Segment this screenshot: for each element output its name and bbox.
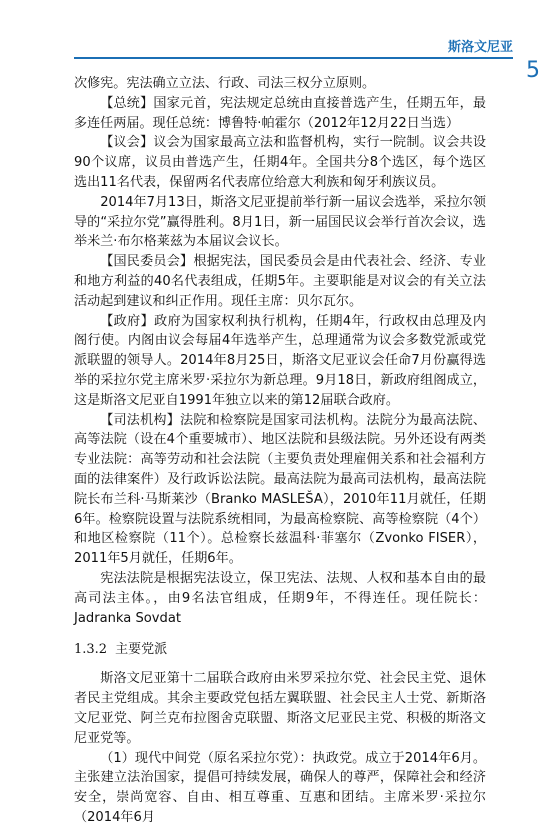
section-heading: [74, 640, 486, 660]
paragraph-election: 2014年7月13日，斯洛文尼亚提前举行新一届议会选举，采拉尔领导的“采拉尔党”赢得胜利。8月1日，新一届国民议会举行首次会议，选举米兰·布尔格莱兹为本届议会议长。: [74, 194, 486, 250]
paragraph-parties-overview: 斯洛文尼亚第十二届联合政府由米罗采拉尔党、社会民主党、退休者民主党组成。其余主要政党包括左翼联盟、社会民主人士党、新斯洛文尼亚党、阿兰克布拉图舍克联盟、斯洛文尼亚民主党、积极的斯洛文尼亚党等。: [74, 671, 486, 746]
paragraph-modern-centre-party: （1）现代中间党（原名采拉尔党）：执政党。成立于2014年6月。主张建立法治国家，提倡可持续发展，确保人的尊严，保障社会和经济安全，崇尚宽容、自由、相互尊重、互惠和团结。主席米罗·采拉尔（2014年6月: [74, 750, 486, 825]
body-text: [74, 74, 486, 828]
running-header-title: 斯洛文尼亚: [447, 40, 513, 55]
paragraph-national-council: 【国民委员会】根据宪法，国民委员会是由代表社会、经济、专业和地方利益的40名代表组成，任期5年。主要职能是对议会的有关立法活动起到建议和纠正作用。现任主席：贝尔瓦尔。: [74, 254, 486, 309]
paragraph-parliament: 【议会】议会为国家最高立法和监督机构，实行一院制。议会共设90个议席，议员由普选产生，任期4年。全国共分8个选区，每个选区选出11名代表，保留两名代表席位给意大利族和匈牙利族议员。: [74, 135, 486, 190]
paragraph-constitutional-court: 宪法法院是根据宪法设立，保卫宪法、法规、人权和基本自由的最高司法主体。，由9名法官组成，任期9年，不得连任。现任院长：Jadranka Sovdat: [74, 570, 486, 626]
paragraph-continuation: 次修宪。宪法确立立法、行政、司法三权分立原则。: [74, 76, 376, 91]
paragraph-judiciary: 【司法机构】法院和检察院是国家司法机构。法院分为最高法院、高等法院（设在4个重要城市）、地区法院和县级法院。另外还设有两类专业法院：高等劳动和社会法院（主要负责处理雇佣关系和社会福利方面的法律案件）及行政诉讼法院。最高法院为最高司法机构，最高法院院长布兰科·马斯莱沙（Branko MASLEŠA），2010年11月就任，任期6年。检察院设置与法院系统相同，为最高检察院、高等检察院（4个）和地区检察院（11个）。总检察长兹温科·菲塞尔（Zvonko FISER），2011年5月就任，任期6年。: [74, 412, 486, 567]
header-rule: [74, 57, 513, 59]
paragraph-government: 【政府】政府为国家权利执行机构，任期4年，行政权由总理及内阁行使。内阁由议会每届4年选举产生，总理通常为议会多数党派或党派联盟的领导人。2014年8月25日，斯洛文尼亚议会任命7月份赢得选举的采拉尔党主席米罗·采拉尔为新总理。9月18日，新政府组阁成立，这是斯洛文尼亚自1991年独立以来的第12届联合政府。: [74, 313, 486, 408]
section-title: 主要党派: [115, 642, 168, 658]
paragraph-president: 【总统】国家元首，宪法规定总统由直接普选产生，任期五年，最多连任两届。现任总统：博鲁特·帕霍尔（2012年12月22日当选）: [74, 95, 486, 131]
section-number: 1.3.2: [74, 642, 108, 658]
page-number: 5: [526, 58, 540, 83]
